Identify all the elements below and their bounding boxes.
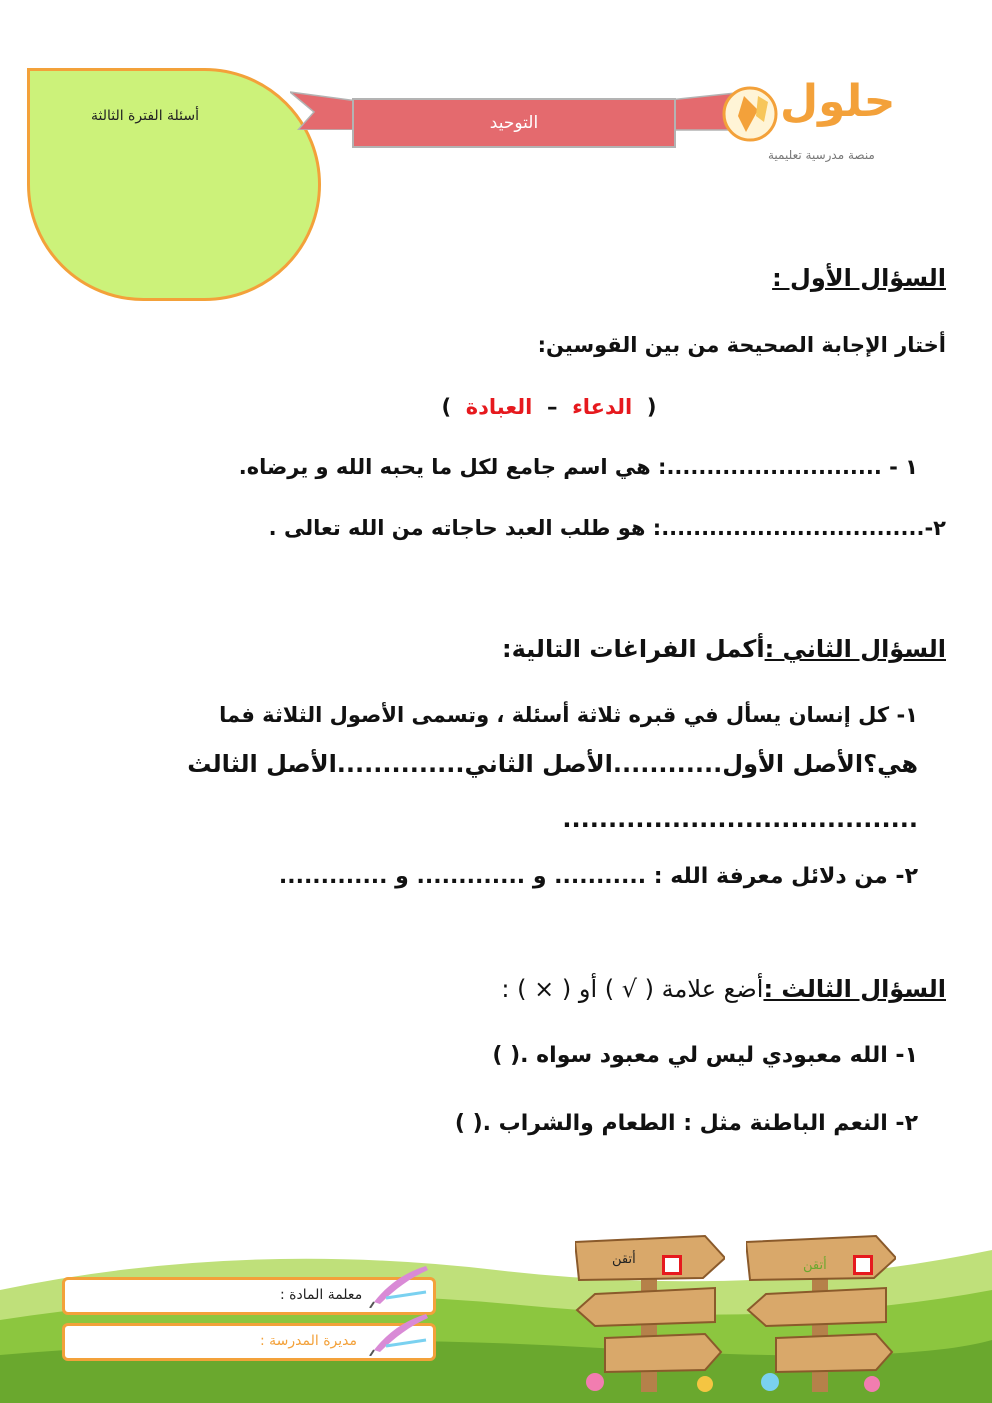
hulool-logo <box>708 66 948 176</box>
q2-title: السؤال الثاني : <box>764 635 946 663</box>
q1-paren-close: ) <box>441 395 452 419</box>
sign-2-label: أتقن <box>803 1258 827 1273</box>
teacher-label: معلمة المادة : <box>280 1287 363 1303</box>
sign-1-checkbox[interactable] <box>662 1255 682 1275</box>
q1-instruction: أختار الإجابة الصحيحة من بين القوسين: <box>537 333 946 357</box>
q2-heading <box>502 635 946 663</box>
q1-option-1: الدعاء <box>572 395 633 419</box>
q2-item-1-line-3: ....................................... <box>562 805 918 833</box>
principal-label: مديرة المدرسة : <box>260 1333 358 1349</box>
term-label: أسئلة الفترة الثالثة <box>90 108 200 124</box>
q2-item-1-line-1: ١- كل إنسان يسأل في قبره ثلاثة أسئلة ، وتسمى الأصول الثلاثة فما <box>219 703 918 727</box>
q3-item-2: ٢- النعم الباطنة مثل : الطعام والشراب .( ) <box>454 1111 918 1136</box>
q3-item-1: ١- الله معبودي ليس لي معبود سواه .( ) <box>492 1043 918 1068</box>
q1-options <box>424 395 674 419</box>
q2-instruction: أكمل الفراغات التالية: <box>501 635 765 663</box>
signpost-right-icon <box>746 1222 896 1397</box>
q3-heading <box>501 975 946 1003</box>
subject-banner <box>352 98 676 148</box>
quill-pen-icon-2 <box>366 1310 436 1356</box>
q2-item-2: ٢- من دلائل معرفة الله : ........... و ............. و ............. <box>278 864 918 889</box>
logo-text: حلول <box>780 76 896 127</box>
q1-dash: – <box>546 395 558 419</box>
signpost-left-icon <box>575 1222 725 1397</box>
q2-item-1-line-2: هي؟الأصل الأول............الأصل الثاني..............الأصل الثالث <box>187 750 918 778</box>
quill-pen-icon <box>366 1262 436 1308</box>
sign-1-label: أتقن <box>612 1252 636 1267</box>
q3-title: السؤال الثالث : <box>763 975 946 1003</box>
subject-title: التوحيد <box>489 113 539 133</box>
q3-instruction: أضع علامة ( √ ) أو ( × ) : <box>501 975 764 1003</box>
q1-title: السؤال الأول : <box>772 264 946 292</box>
q1-item-1: ١ - ...........................: هي اسم جامع لكل ما يحبه الله و يرضاه. <box>238 455 918 479</box>
q1-heading <box>772 264 946 292</box>
q1-paren-open: ( <box>646 395 657 419</box>
q1-item-2: ٢-.................................: هو طلب العبد حاجاته من الله تعالى . <box>268 516 946 540</box>
logo-tagline: منصة مدرسية تعليمية <box>768 148 875 162</box>
sign-2-checkbox[interactable] <box>853 1255 873 1275</box>
q1-option-2: العبادة <box>465 395 533 419</box>
term-label-blob <box>27 68 321 301</box>
